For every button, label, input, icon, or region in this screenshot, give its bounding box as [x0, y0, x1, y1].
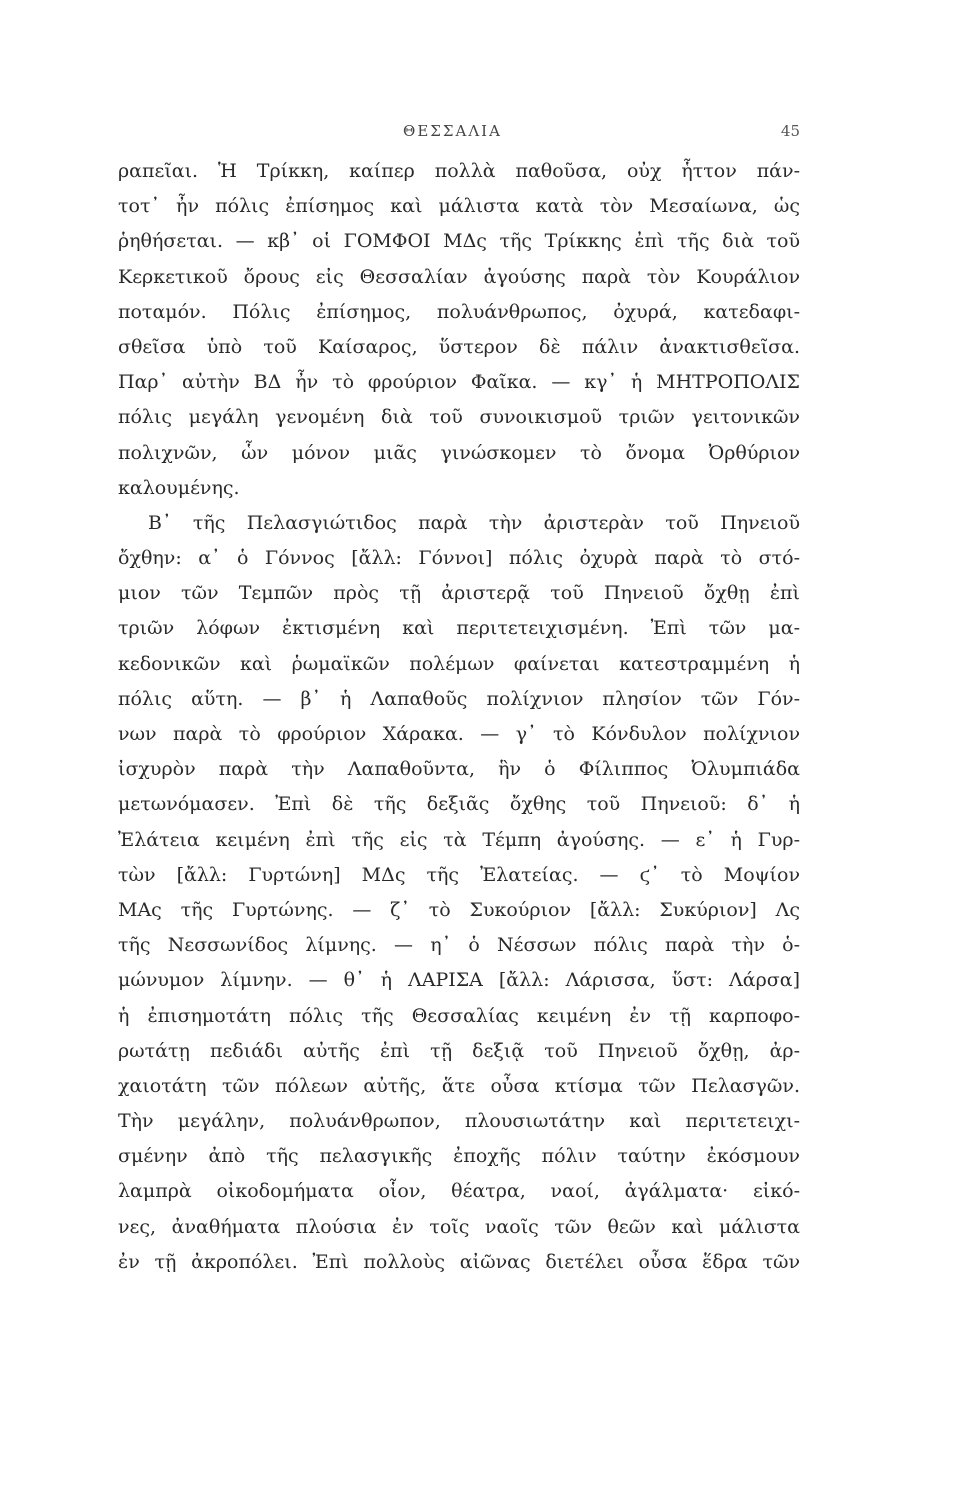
text-line: τὼν [ἄλλ: Γυρτώνη] ΜΔς τῆς Ἐλατείας. — ϛ᾽ τὸ Μοψίον [118, 863, 800, 886]
text-line: ρωτάτῃ πεδιάδι αὐτῆς ἐπὶ τῇ δεξιᾷ τοῦ Πηνειοῦ ὄχθῃ, ἀρ- [118, 1039, 800, 1062]
text-line: καλουμένης. [118, 476, 240, 499]
text-line: Τὴν μεγάλην, πολυάνθρωπον, πλουσιωτάτην καὶ περιτετειχι- [118, 1110, 800, 1133]
text-line: νες, ἀναθήματα πλούσια ἐν τοῖς ναοῖς τῶν θεῶν καὶ μάλιστα [118, 1215, 800, 1238]
text-line: τοτ᾽ ἦν πόλις ἐπίσημος καὶ μάλιστα κατὰ τὸν Μεσαίωνα, ὡς [118, 195, 800, 218]
page-header [105, 122, 800, 148]
text-line: Παρ᾽ αὐτὴν ΒΔ ἦν τὸ φρούριον Φαῖκα. — κγ᾽ ἡ ΜΗΤΡΟΠΟΛΙΣ [118, 371, 800, 394]
text-line: ῥηθήσεται. — κβ᾽ οἱ ΓΟΜΦΟΙ ΜΔς τῆς Τρίκκης ἐπὶ τῆς διὰ τοῦ [118, 230, 800, 253]
text-line: ποταμόν. Πόλις ἐπίσημος, πολυάνθρωπος, ὀχυρά, κατεδαφι- [118, 300, 800, 323]
text-line: τῆς Νεσσωνίδος λίμνης. — η᾽ ὁ Νέσσων πόλις παρὰ τὴν ὁ- [118, 934, 800, 957]
text-line: χαιοτάτη τῶν πόλεων αὐτῆς, ἅτε οὖσα κτίσμα τῶν Πελασγῶν. [118, 1074, 800, 1097]
text-line: μιον τῶν Τεμπῶν πρὸς τῇ ἀριστερᾷ τοῦ Πηνειοῦ ὄχθῃ ἐπὶ [118, 582, 800, 605]
page-number: 45 [780, 122, 800, 140]
text-line: ἡ ἐπισημοτάτη πόλις τῆς Θεσσαλίας κειμένη ἐν τῇ καρποφο- [118, 1004, 800, 1027]
text-line: πόλις μεγάλη γενομένη διὰ τοῦ συνοικισμοῦ τριῶν γειτονικῶν [118, 406, 800, 429]
text-line: ὄχθην: α᾽ ὁ Γόννος [ἄλλ: Γόννοι] πόλις ὀχυρὰ παρὰ τὸ στό- [118, 547, 800, 570]
text-line: σθεῖσα ὑπὸ τοῦ Καίσαρος, ὕστερον δὲ πάλιν ἀνακτισθεῖσα. [118, 335, 800, 358]
text-line: πολιχνῶν, ὧν μόνον μιᾶς γινώσκομεν τὸ ὄνομα Ὀρθύριον [118, 441, 800, 464]
text-line: ραπεῖαι. Ἡ Τρίκκη, καίπερ πολλὰ παθοῦσα, οὐχ ἧττον πάν- [118, 160, 800, 182]
text-line: κεδονικῶν καὶ ῥωμαϊκῶν πολέμων φαίνεται κατεστραμμένη ἡ [118, 652, 800, 675]
text-line: μώνυμον λίμνην. — θ᾽ ἡ ΛΑΡΙΣΑ [ἄλλ: Λάρισσα, ὕστ: Λάρσα] [118, 969, 800, 992]
text-line: σμένην ἀπὸ τῆς πελασγικῆς ἐποχῆς πόλιν ταύτην ἐκόσμουν [118, 1145, 800, 1168]
running-title: ΘΕΣΣΑΛΙΑ [403, 122, 502, 140]
text-line: νων παρὰ τὸ φρούριον Χάρακα. — γ᾽ τὸ Κόνδυλον πολίχνιον [118, 723, 800, 745]
text-line: ΜΑς τῆς Γυρτώνης. — ζ᾽ τὸ Συκούριον [ἄλλ: Συκύριον] Λς [118, 898, 800, 921]
text-line: Ἐλάτεια κειμένη ἐπὶ τῆς εἰς τὰ Τέμπη ἀγούσης. — ε᾽ ἡ Γυρ- [118, 828, 800, 851]
text-line: ἰσχυρὸν παρὰ τὴν Λαπαθοῦντα, ἣν ὁ Φίλιππος Ὀλυμπιάδα [118, 758, 800, 781]
text-line: πόλις αὕτη. — β᾽ ἡ Λαπαθοῦς πολίχνιον πλησίον τῶν Γόν- [118, 687, 800, 710]
text-line: Κερκετικοῦ ὄρους εἰς Θεσσαλίαν ἀγούσης παρὰ τὸν Κουράλιον [118, 265, 800, 288]
text-line: μετωνόμασεν. Ἐπὶ δὲ τῆς δεξιᾶς ὄχθης τοῦ Πηνειοῦ: δ᾽ ἡ [118, 793, 800, 816]
text-line: Β᾽ τῆς Πελασγιώτιδος παρὰ τὴν ἀριστερὰν τοῦ Πηνειοῦ [148, 511, 800, 534]
text-line: λαμπρὰ οἰκοδομήματα οἷον, θέατρα, ναοί, ἀγάλματα· εἰκό- [118, 1180, 800, 1203]
text-line: τριῶν λόφων ἐκτισμένη καὶ περιτετειχισμένη. Ἐπὶ τῶν μα- [118, 617, 800, 640]
body-text [118, 154, 800, 1280]
text-line: ἐν τῇ ἀκροπόλει. Ἐπὶ πολλοὺς αἰῶνας διετέλει οὖσα ἕδρα τῶν [118, 1250, 800, 1273]
